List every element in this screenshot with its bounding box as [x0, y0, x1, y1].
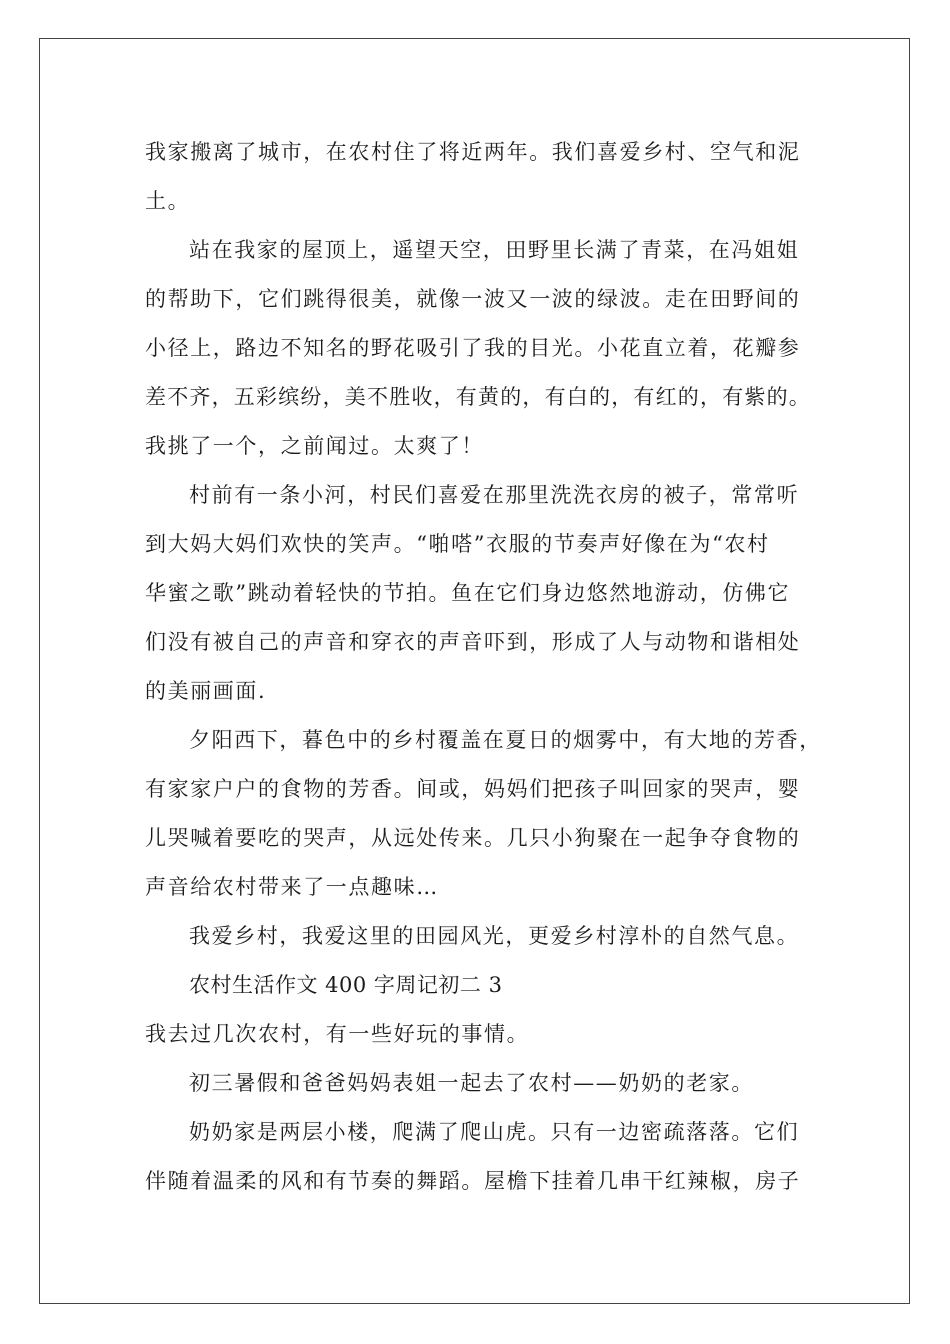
text-line: 的美丽画面.	[145, 679, 267, 703]
text-line: 我家搬离了城市，在农村住了将近两年。我们喜爱乡村、空气和泥	[145, 140, 801, 164]
text-line: 土。	[145, 189, 191, 213]
text-line: 差不齐，五彩缤纷，美不胜收，有黄的，有白的，有红的，有紫的。	[145, 385, 811, 409]
text-line: 儿哭喊着要吃的哭声，从远处传来。几只小狗聚在一起争夺食物的	[145, 826, 801, 850]
text-line: 夕阳西下，暮色中的乡村覆盖在夏日的烟雾中，有大地的芳香，	[189, 728, 822, 752]
text-line: 奶奶家是两层小楼，爬满了爬山虎。只有一边密疏落落。它们	[189, 1120, 800, 1144]
text-line: 伴随着温柔的风和有节奏的舞蹈。屋檐下挂着几串干红辣椒，房子	[145, 1169, 801, 1193]
text-line: 站在我家的屋顶上，遥望天空，田野里长满了青菜，在冯姐姐	[189, 238, 800, 262]
text-line: 我挑了一个，之前闻过。太爽了！	[145, 434, 484, 458]
text-line: 的帮助下，它们跳得很美，就像一波又一波的绿波。走在田野间的	[145, 287, 801, 311]
text-line: 我爱乡村，我爱这里的田园风光，更爱乡村淳朴的自然气息。	[189, 924, 800, 948]
text-line: 初三暑假和爸爸妈妈表姐一起去了农村——奶奶的老家。	[189, 1071, 754, 1095]
text-line: 们没有被自己的声音和穿衣的声音吓到，形成了人与动物和谐相处	[145, 630, 801, 654]
section-heading: 农村生活作文 400 字周记初二 3	[189, 973, 503, 997]
text-line: 有家家户户的食物的芳香。间或，妈妈们把孩子叫回家的哭声，婴	[145, 777, 801, 801]
text-line: 我去过几次农村，有一些好玩的事情。	[145, 1022, 530, 1046]
document-body	[145, 128, 825, 1206]
text-line: 到大妈大妈们欢快的笑声。“啪嗒”衣服的节奏声好像在为“农村	[145, 532, 770, 556]
text-line: 声音给农村带来了一点趣味…	[145, 875, 439, 899]
text-line: 华蜜之歌”跳动着轻快的节拍。鱼在它们身边悠然地游动，仿佛它	[145, 581, 791, 605]
text-line: 小径上，路边不知名的野花吸引了我的目光。小花直立着，花瓣参	[145, 336, 801, 360]
text-line: 村前有一条小河，村民们喜爱在那里洗洗衣房的被子，常常听	[189, 483, 800, 507]
